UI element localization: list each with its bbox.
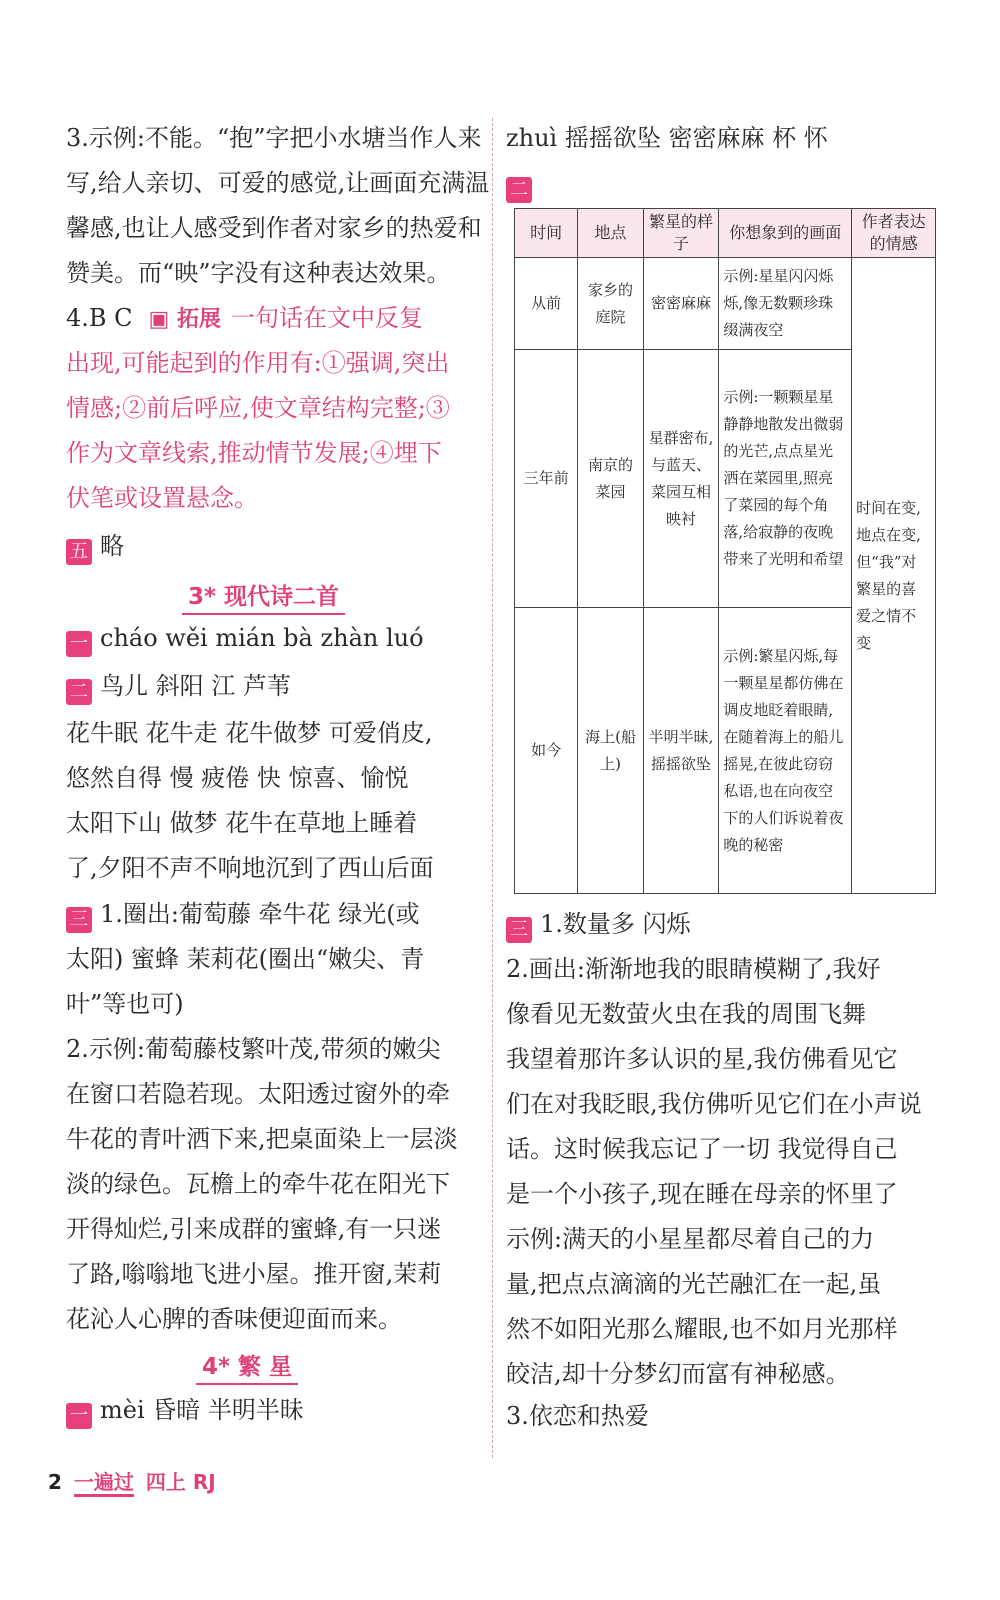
word-answers: 鸟儿 斜阳 江 芦苇	[100, 672, 291, 700]
answer-text: mèi 昏暗 半明半昧	[100, 1396, 304, 1424]
answer-line: 在窗口若隐若现。太阳透过窗外的牵	[66, 1080, 450, 1108]
table-header: 繁星的样子	[643, 209, 719, 258]
section-three	[66, 898, 420, 933]
answer-line: 我望着那许多认识的星,我仿佛看见它	[506, 1045, 898, 1073]
table-cell: 半明半昧,摇摇欲坠	[643, 608, 719, 894]
section-marker: 一	[66, 631, 92, 657]
q3-line: 3.示例:不能。“抱”字把小水塘当作人来	[66, 124, 482, 152]
q4-answer: 4.B C	[66, 304, 133, 332]
table-cell: 从前	[515, 258, 578, 350]
answer-line: 3.依恋和热爱	[506, 1402, 649, 1430]
answer-text: 1.圈出:葡萄藤 牵牛花 绿光(或	[100, 900, 420, 928]
table-cell: 海上(船上)	[578, 608, 643, 894]
book-icon: ▣	[148, 307, 170, 332]
section-one	[66, 622, 424, 657]
section-text: 略	[100, 532, 124, 560]
section-two	[66, 670, 291, 705]
lesson-title: 4* 繁 星	[196, 1348, 298, 1385]
answer-line: zhuì 摇摇欲坠 密密麻麻 杯 怀	[506, 124, 828, 152]
answer-line: 牛花的青叶洒下来,把桌面染上一层淡	[66, 1125, 458, 1153]
answer-line: 皎洁,却十分梦幻而富有神秘感。	[506, 1360, 850, 1388]
section-marker: 二	[506, 177, 532, 203]
answer-line: 量,把点点滴滴的光芒融汇在一起,虽	[506, 1270, 882, 1298]
answer-line: 开得灿烂,引来成群的蜜蜂,有一只迷	[66, 1215, 442, 1243]
table-cell: 星群密布,与蓝天、菜园互相映衬	[643, 350, 719, 608]
poem-line: 了,夕阳不声不响地沉到了西山后面	[66, 854, 434, 882]
answer-line: 叶”等也可)	[66, 990, 184, 1018]
answer-line: 淡的绿色。瓦檐上的牵牛花在阳光下	[66, 1170, 450, 1198]
answer-line: 话。这时候我忘记了一切 我觉得自己	[506, 1135, 898, 1163]
brand-logo: 一遍过	[74, 1470, 134, 1497]
lesson-title: 3* 现代诗二首	[182, 578, 345, 615]
poem-line: 花牛眠 花牛走 花牛做梦 可爱俏皮,	[66, 719, 433, 747]
table-cell: 家乡的庭院	[578, 258, 643, 350]
section-marker: 五	[66, 539, 92, 565]
table-cell: 南京的菜园	[578, 350, 643, 608]
answer-line: 2.画出:渐渐地我的眼睛模糊了,我好	[506, 955, 881, 983]
answer-line: 了路,嗡嗡地飞进小屋。推开窗,茉莉	[66, 1260, 442, 1288]
extension-line: 情感;②前后呼应,使文章结构完整;③	[66, 394, 450, 422]
table-cell: 密密麻麻	[643, 258, 719, 350]
table-header-row	[515, 209, 936, 258]
extension-line: 伏笔或设置悬念。	[66, 484, 258, 512]
table-cell: 三年前	[515, 350, 578, 608]
grade-label: 四上 RJ	[145, 1470, 216, 1494]
section-one	[66, 1394, 304, 1429]
section-two	[506, 168, 540, 203]
answer-line: 花沁人心脾的香味便迎面而来。	[66, 1305, 402, 1333]
answer-line: 示例:满天的小星星都尽着自己的力	[506, 1225, 875, 1253]
table-cell: 如今	[515, 608, 578, 894]
extension-line: 出现,可能起到的作用有:①强调,突出	[66, 349, 450, 377]
answer-line: 2.示例:葡萄藤枝繁叶茂,带须的嫩尖	[66, 1035, 441, 1063]
answer-line: 然不如阳光那么耀眼,也不如月光那样	[506, 1315, 898, 1343]
section-marker: 二	[66, 679, 92, 705]
section-three	[506, 908, 691, 943]
column-divider	[492, 118, 493, 1458]
extension-text: 一句话在文中反复	[231, 304, 424, 332]
section-five	[66, 530, 124, 565]
table-cell: 示例:星星闪闪烁烁,像无数颗珍珠缀满夜空	[719, 258, 852, 350]
poem-line: 太阳下山 做梦 花牛在草地上睡着	[66, 809, 418, 837]
table-header: 时间	[515, 209, 578, 258]
q3-line: 赞美。而“映”字没有这种表达效果。	[66, 259, 451, 287]
poem-line: 悠然自得 慢 疲倦 快 惊喜、愉悦	[66, 764, 409, 792]
table-row	[515, 258, 936, 350]
q4-row	[66, 302, 423, 336]
answer-line: 像看见无数萤火虫在我的周围飞舞	[506, 1000, 866, 1028]
section-marker: 三	[506, 917, 532, 943]
answer-line: 是一个小孩子,现在睡在母亲的怀里了	[506, 1180, 898, 1208]
table-cell: 示例:一颗颗星星静静地散发出微弱的光芒,点点星光洒在菜园里,照亮了菜园的每个角落,给寂静的夜晚带来了光明和希望	[719, 350, 852, 608]
page-footer	[48, 1466, 216, 1495]
page-number: 2	[48, 1470, 62, 1494]
q3-line: 写,给人亲切、可爱的感觉,让画面充满温	[66, 169, 490, 197]
q3-line: 馨感,也让人感受到作者对家乡的热爱和	[66, 214, 482, 242]
table-header: 作者表达的情感	[852, 209, 936, 258]
extension-line: 作为文章线索,推动情节发展;④埋下	[66, 439, 442, 467]
table-cell: 示例:繁星闪烁,每一颗星星都仿佛在调皮地眨着眼睛,在随着海上的船儿摇晃,在彼此窃窃私语,也在向夜空下的人们诉说着夜晚的秘密	[719, 608, 852, 894]
extension-badge: ▣ 拓展	[148, 307, 222, 332]
pinyin-answers: cháo wěi mián bà zhàn luó	[100, 624, 424, 652]
table-header: 地点	[578, 209, 643, 258]
emotion-cell: 时间在变,地点在变,但“我”对繁星的喜爱之情不变	[852, 258, 936, 894]
answer-line: 们在对我眨眼,我仿佛听见它们在小声说	[506, 1090, 922, 1118]
answer-text: 1.数量多 闪烁	[540, 910, 691, 938]
answer-line: 太阳) 蜜蜂 茉莉花(圈出“嫩尖、青	[66, 945, 425, 973]
section-marker: 三	[66, 907, 92, 933]
answer-table	[514, 208, 936, 894]
table-header: 你想象到的画面	[719, 209, 852, 258]
section-marker: 一	[66, 1403, 92, 1429]
